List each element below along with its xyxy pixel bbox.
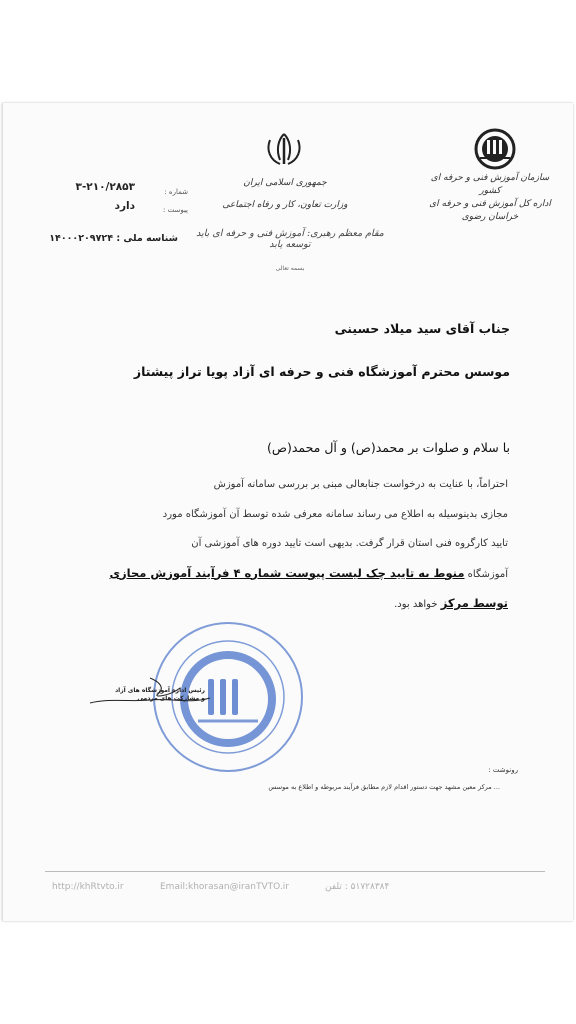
letter-number: ۳-۲۱۰/۲۸۵۳: [75, 181, 135, 193]
body-line-start: آموزشگاه: [467, 568, 508, 580]
signer-line2: و مشارکت های مردمی: [137, 695, 205, 702]
header-center: [200, 172, 370, 216]
high-title: بسمه تعالی: [275, 265, 305, 272]
org-name-line1: سازمان آموزش فنی و حرفه ای کشور: [430, 173, 550, 196]
footer-phone: ۵۱۷۲۸۳۸۴ : تلفن: [325, 882, 390, 892]
footer: [50, 882, 550, 898]
meta-labels: [138, 183, 188, 219]
addressee-name: جناب آقای سید میلاد حسینی: [334, 321, 510, 336]
cc-label: رونوشت :: [488, 766, 518, 774]
footer-website: http://khRtvto.ir: [52, 882, 124, 892]
signer-title: [95, 687, 205, 703]
country-name: جمهوری اسلامی ایران: [243, 178, 327, 188]
motto: مقام معظم رهبری: آموزش فنی و حرفه ای باید توسعه یابد: [196, 228, 384, 250]
footer-divider: [45, 871, 545, 872]
body-line: مجازی بدینوسیله به اطلاع می رساند سامانه معرفی شده توسط آن آموزشگاه مورد: [162, 508, 508, 520]
organization-logo-icon: [470, 128, 520, 170]
underlined-condition: منوط به تایید چک لیست پیوست شماره ۴ فرآیند آموزش مجازی: [109, 565, 465, 580]
cc-text: ... مرکز معین مشهد جهت دستور اقدام لازم مطابق فرآیند مربوطه و اطلاع به موسس: [268, 783, 500, 791]
number-label: شماره :: [164, 188, 188, 196]
organization-name: [420, 172, 560, 224]
footer-email: Email:khorasan@iranTVTO.ir: [160, 882, 289, 892]
signer-line1: رئیس اداره آموزشگاه های آزاد: [115, 687, 205, 694]
body-line: [78, 589, 508, 620]
body-line: احتراماً، با عنایت به درخواست جنابعالی مبنی بر بررسی سامانه آموزش: [213, 479, 508, 490]
body-line: [78, 559, 508, 590]
attachment-value: دارد: [114, 200, 135, 212]
org-name-line2: اداره کل آموزش فنی و حرفه ای خراسان رضوی: [429, 199, 551, 222]
attachment-label: پیوست :: [163, 206, 188, 214]
ministry-name: وزارت تعاون، کار و رفاه اجتماعی: [222, 200, 348, 210]
letter-body: [78, 470, 508, 620]
addressee-title: موسس محترم آموزشگاه فنی و حرفه ای آزاد پویا تراز پیشتاز: [133, 364, 510, 379]
greeting: با سلام و صلوات بر محمد(ص) و آل محمد(ص): [266, 440, 510, 455]
body-line: تایید کارگروه فنی استان قرار گرفت. بدیهی است تایید دوره های آموزشی آن: [191, 538, 508, 549]
closing-text: خواهد بود.: [394, 599, 438, 610]
underlined-condition-end: توسط مرکز: [440, 596, 508, 610]
iran-emblem-icon: [264, 130, 304, 168]
meta-values: [40, 178, 135, 216]
national-id: شناسه ملی : ۱۴۰۰۰۲۰۹۷۲۴: [49, 233, 178, 244]
